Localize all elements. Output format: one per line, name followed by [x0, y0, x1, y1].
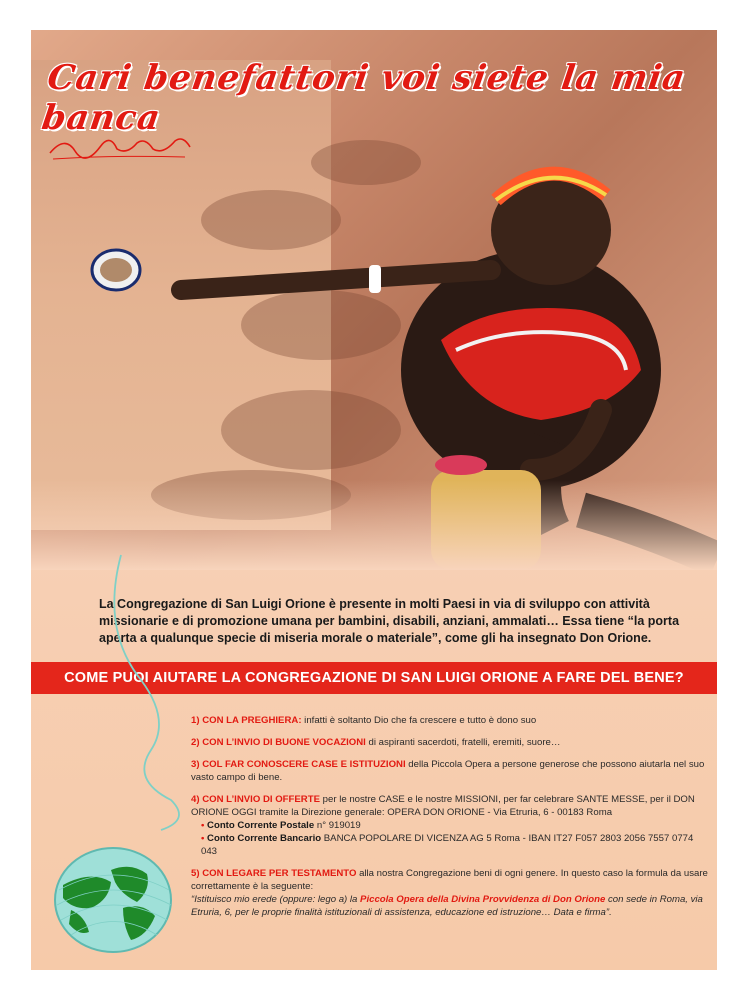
photo-fade [31, 480, 717, 570]
photo-woman-collecting-water [31, 30, 717, 570]
cup-icon [86, 245, 146, 305]
ways-list [191, 714, 711, 928]
testament-formula: “Istituisco mio erede (oppure: lego a) la Piccola Opera della Divina Provvidenza di Don Orione con sede in Roma, via Etruria, 6, per le proprie finalità istituzionali di assistenza, educazione ed istruzione… Data e firma”. [191, 894, 703, 918]
intro-paragraph: La Congregazione di San Luigi Orione è presente in molti Paesi in via di sviluppo con attività missionarie e di promozione umana per bambini, disabili, anziani, ammalati… Essa tiene “la porta aperta a qualunque specie di miseria morale o materiale”, come gli ha insegnato Don Orione. [99, 597, 680, 645]
bank-account: • Conto Corrente Bancario BANCA POPOLARE DI VICENZA AG 5 Roma - IBAN IT27 F057 2803 2056 7557 0774 043 [201, 833, 694, 857]
page [31, 30, 717, 970]
list-item: 1) CON LA PREGHIERA: infatti è soltanto Dio che fa crescere e tutto è dono suo [191, 715, 537, 726]
signature-icon [45, 125, 195, 165]
help-banner: COME PUOI AIUTARE LA CONGREGAZIONE DI SAN LUIGI ORIONE A FARE DEL BENE? [31, 662, 717, 694]
list-item: 5) CON LEGARE PER TESTAMENTO alla nostra Congregazione beni di ogni genere. In questo caso la formula da usare correttamente è la seguente: “Istituisco mio erede (oppure: lego a) la Piccola Opera della Divina Provvidenza di Don Orione con sede in Roma, via Etruria, 6, per le proprie finalità istituzionali di assistenza, educazione ed istruzione… Data e firma”. [191, 867, 711, 919]
postal-account: • Conto Corrente Postale n° 919019 [201, 820, 361, 831]
headline: Cari benefattori voi siete la mia banca [39, 58, 689, 138]
list-item: 2) CON L’INVIO DI BUONE VOCAZIONI di aspiranti sacerdoti, fratelli, eremiti, suore… [191, 737, 561, 748]
list-item: 3) COL FAR CONOSCERE CASE E ISTITUZIONI della Piccola Opera a persone generose che possono aiutarla nel suo vasto campo di bene. [191, 759, 705, 783]
list-item: 4) CON L’INVIO DI OFFERTE per le nostre CASE e le nostre MISSIONI, per far celebrare SANTE MESSE, per il DON ORIONE OGGI tramite la Direzione generale: OPERA DON ORIONE - Via Etruria, 6 - 00183 Roma • Conto Corrente Postale n° 919019 • Conto Corrente Bancario BANCA POPOLARE DI VICENZA AG 5 Roma - IBAN IT27 F057 2803 2056 7557 0774 043 [191, 793, 711, 858]
yarn-globe-icon [51, 790, 181, 960]
